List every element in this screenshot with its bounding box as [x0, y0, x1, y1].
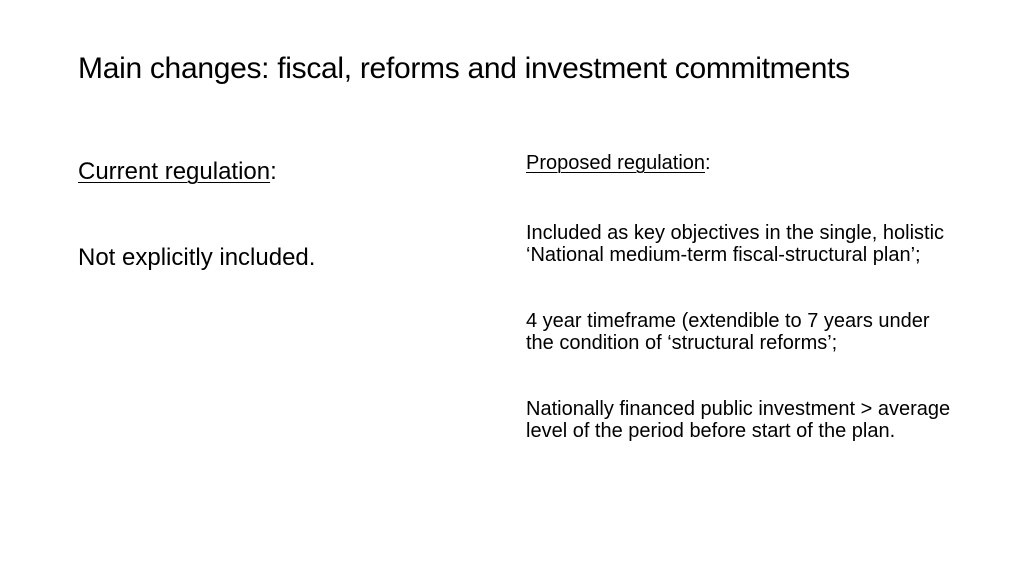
current-regulation-body: Not explicitly included. [78, 244, 316, 271]
current-regulation-heading-label: Current regulation [78, 158, 271, 185]
proposed-regulation-column [526, 152, 956, 442]
current-regulation-heading-colon: : [270, 158, 277, 185]
proposed-regulation-heading-label: Proposed regulation [526, 152, 706, 174]
current-regulation-heading [78, 156, 478, 188]
slide-title: Main changes: fiscal, reforms and investment commitments [78, 52, 850, 85]
proposed-item: Included as key objectives in the single, holistic ‘National medium-term fiscal-structural plan’; [526, 222, 945, 266]
proposed-item: 4 year timeframe (extendible to 7 years under the condition of ‘structural reforms’; [526, 310, 930, 354]
proposed-regulation-heading-colon: : [705, 152, 711, 174]
current-regulation-column [78, 156, 478, 274]
proposed-item: Nationally financed public investment > average level of the period before start of the plan. [526, 398, 951, 442]
proposed-regulation-heading [526, 152, 956, 174]
